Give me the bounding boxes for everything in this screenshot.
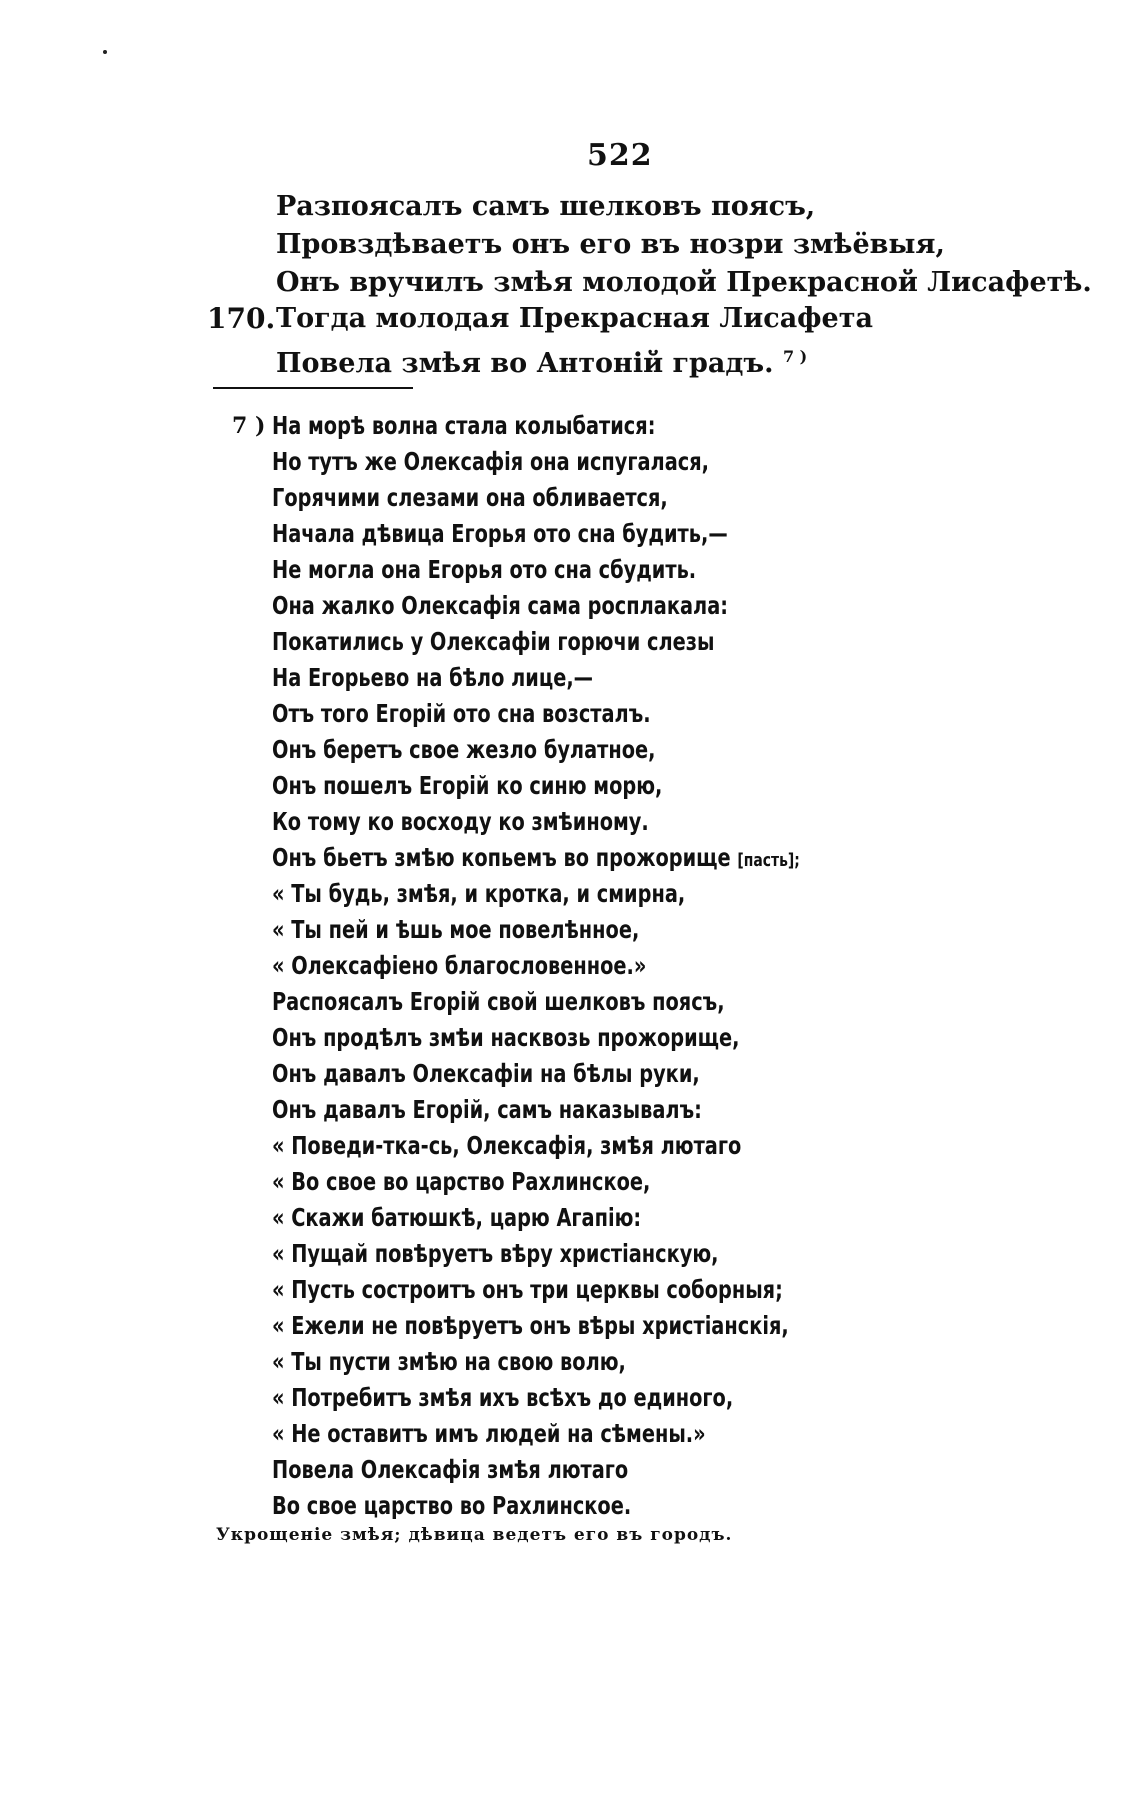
footnote-line: « Поведи-тка-сь, Олексафія, змѣя лютаго [272,1131,742,1160]
footnote-line: На морѣ волна стала колыбатися: [272,411,656,440]
footnote-line [272,840,800,879]
footnote-line: « Ты будь, змѣя, и кротка, и смирна, [272,879,686,908]
footnote-line: Во свое царство во Рахлинское. [272,1491,632,1520]
footnote-line: Она жалко Олексафія сама росплакала: [272,591,728,620]
footnote-line: « Ежели не повѣруетъ онъ вѣры христіанскія, [272,1311,789,1340]
footnote-line: « Пусть состроитъ онъ три церквы соборныя; [272,1275,783,1304]
verse-line: Провздѣваетъ онъ его въ нозри змѣёвыя, [276,229,945,260]
footnote-separator [213,387,413,389]
verse-line [276,338,807,383]
footnote-line: Начала дѣвица Егорья ото сна будить,— [272,519,728,548]
footnote-line: « Ты пей и ѣшь мое повелѣнное, [272,915,640,944]
footnote-line: Но тутъ же Олексафія она испугалася, [272,447,710,476]
footnote-marker: 7 ) [232,413,266,439]
margin-caption: Укрощеніе змѣя; дѣвица ведетъ его въ городъ. [216,1525,733,1545]
verse-text: Повела змѣя во Антоній градъ. [276,348,774,379]
footnote-line: Онъ давалъ Егорій, самъ наказывалъ: [272,1095,702,1124]
footnote-line: На Егорьево на бѣло лице,— [272,663,594,692]
footnote-line: « Пущай повѣруетъ вѣру христіанскую, [272,1239,719,1268]
footnote-line: Не могла она Егорья ото сна сбудить. [272,555,697,584]
footnote-line: Онъ беретъ свое жезло булатное, [272,735,656,764]
bracket-gloss: [пасть]; [737,850,800,871]
footnote-line: « Потребитъ змѣя ихъ всѣхъ до единого, [272,1383,734,1412]
footnote-line: Онъ продѣлъ змѣи насквозь прожорище, [272,1023,740,1052]
footnote-line: Отъ того Егорій ото сна возсталъ. [272,699,651,728]
footnote-line: Онъ давалъ Олексафіи на бѣлы руки, [272,1059,700,1088]
footnote-line: « Олексафіено благословенное.» [272,951,647,980]
footnote-text: Онъ бьетъ змѣю копьемъ во прожорище [272,843,731,872]
footnote-line: « Ты пусти змѣю на свою волю, [272,1347,626,1376]
ink-speck [103,50,107,54]
footnote-line: Покатились у Олексафіи горючи слезы [272,627,715,656]
footnote-line: « Скажи батюшкѣ, царю Агапію: [272,1203,642,1232]
verse-line: Разпоясалъ самъ шелковъ поясъ, [276,191,816,222]
footnote-line: « Не оставитъ имъ людей на сѣмены.» [272,1419,706,1448]
footnote-line: Ко тому ко восходу ко змѣиному. [272,807,649,836]
footnote-line: Онъ пошелъ Егорій ко синю морю, [272,771,663,800]
line-number: 170. [207,302,276,335]
verse-line: Тогда молодая Прекрасная Лисафета [276,303,873,334]
page-number: 522 [587,138,653,173]
footnote-line: Горячими слезами она обливается, [272,483,668,512]
verse-line: Онъ вручилъ змѣя молодой Прекрасной Лисафетѣ. [276,267,1092,298]
footnote-line: « Во свое во царство Рахлинское, [272,1167,651,1196]
footnote-line: Распоясалъ Егорій свой шелковъ поясъ, [272,987,725,1016]
footnote-line: Повела Олексафія змѣя лютаго [272,1455,629,1484]
footnote-reference[interactable]: 7 ) [782,347,808,366]
